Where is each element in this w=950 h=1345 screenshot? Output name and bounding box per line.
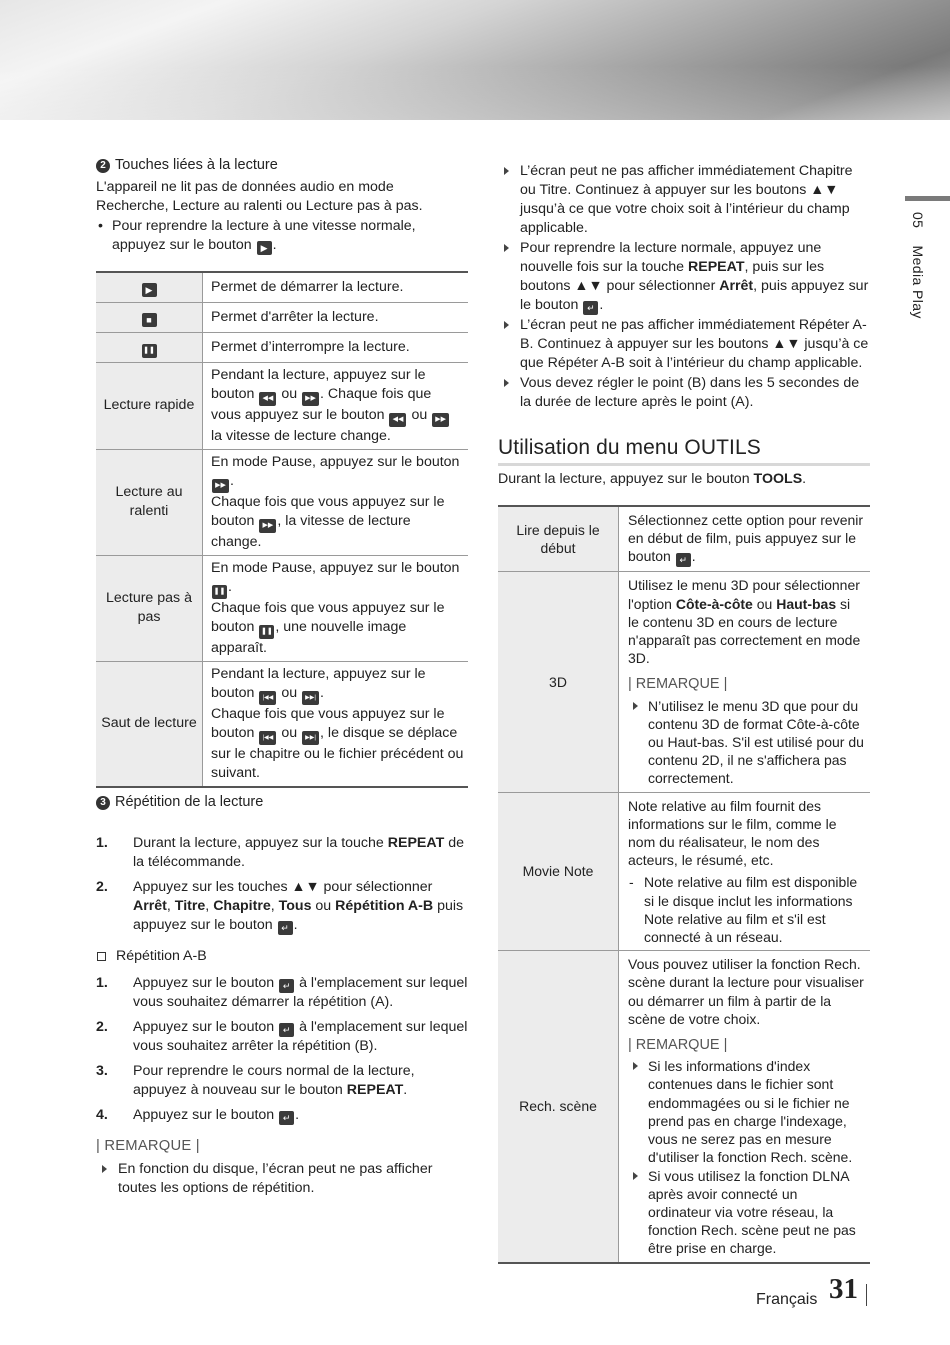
enter-icon: ↵ (278, 921, 293, 935)
section-3-number: 3 (96, 796, 110, 810)
table-row (498, 951, 870, 1263)
pause-icon: ❚❚ (259, 625, 274, 639)
remark-heading: | REMARQUE | (628, 676, 728, 693)
notes-list (498, 162, 870, 412)
play-icon: ▶ (257, 241, 272, 255)
chapter-tab-marker (905, 196, 950, 201)
text: En mode Pause, appuyez sur le bouton (211, 559, 460, 576)
text: puis appuyez sur le bouton (133, 897, 464, 933)
list-item: N’utilisez le menu 3D que pour du contenu 3D de format Côte-à-côte ou Haut-bas. S'il est utilisé pour du contenu 2D, il ne s'affichera pas correctement. (628, 697, 864, 788)
text: , une nouvelle image apparaît. (211, 618, 407, 656)
table-row (96, 332, 468, 362)
fast-forward-icon: ▶▶ (212, 479, 229, 493)
tools-intro: Durant la lecture, appuyez sur le bouton TOOLS. (498, 471, 807, 487)
key-cell: 3D (498, 572, 619, 792)
step-number: 1. (96, 974, 108, 991)
text: ou (756, 595, 773, 612)
step-number: 3. (96, 1062, 108, 1079)
text: Vous pouvez utiliser la fonction Rech. scène durant la lecture pour visualiser ou démarrer un film à partir de la scène de votre choix. (628, 956, 864, 1027)
section-2-title (96, 156, 468, 175)
rewind-icon: ◀◀ (389, 413, 406, 427)
fast-forward-icon: ▶▶ (302, 392, 319, 406)
table-row (96, 302, 468, 332)
step-number: 2. (96, 878, 108, 895)
text: Durant la lecture, appuyez sur la touche (133, 834, 384, 851)
remark-heading: | REMARQUE | (628, 1037, 728, 1054)
step-number: 4. (96, 1106, 108, 1123)
ab-title: Répétition A-B (96, 947, 468, 966)
option-label: Chapitre (213, 897, 271, 914)
repeat-key-label: REPEAT (346, 1081, 404, 1098)
key-cell (96, 332, 203, 362)
text: En mode Pause, appuyez sur le bouton (211, 453, 460, 470)
section-2-intro: L'appareil ne lit pas de données audio en mode Recherche, Lecture au ralenti ou Lecture pas à pas. (96, 179, 423, 214)
section-2-bullet: • Pour reprendre la lecture à une vitesse normale, appuyez sur le bouton ▶ . (96, 217, 468, 255)
section-2-title-text: Touches liées à la lecture (115, 157, 278, 173)
value-cell: Permet d'arrêter la lecture. (203, 302, 469, 332)
text: Durant la lecture, appuyez sur le bouton (498, 471, 750, 487)
list-item: 2. Appuyez sur les touches ▲▼ pour sélectionner Arrêt, Titre, Chapitre, Tous ou Répétition A-B puis appuyez sur le bouton ↵ . (96, 878, 464, 933)
footer-language: Français (756, 1291, 818, 1308)
text: Pour reprendre la lecture normale, appuyez une nouvelle fois sur la touche (520, 240, 822, 275)
enter-icon: ↵ (676, 553, 691, 567)
section-2-number: 2 (96, 159, 110, 173)
text: Chaque fois que vous appuyez sur le bouton (211, 493, 445, 529)
fast-forward-icon: ▶▶ (432, 413, 449, 427)
table-row (96, 449, 468, 555)
text: ou (411, 406, 428, 423)
text: ou (281, 684, 298, 701)
left-column (96, 156, 468, 1199)
chapter-number: 05 (910, 212, 926, 229)
text: Pendant la lecture, appuyez sur le bouton (211, 366, 426, 402)
text: Appuyez sur le bouton (133, 1106, 275, 1123)
list-item: L’écran peut ne pas afficher immédiatement Répéter A-B. Continuez à appuyer sur les boutons ▲▼ jusqu’à ce que Répéter A-B soit à l’intérieur du champ applicable. (498, 316, 870, 373)
value-cell (619, 792, 871, 951)
list-item (96, 1018, 468, 1056)
option-label: Côte-à-côte (675, 595, 753, 612)
ab-steps (96, 974, 468, 1125)
key-cell (96, 272, 203, 302)
list-item: Si vous utilisez la fonction DLNA après avoir connecté un ordinateur via votre réseau, la fonction Rech. scène peut ne pas être prise en charge. (628, 1167, 864, 1258)
text: à l'emplacement sur lequel vous souhaitez démarrer la répétition (A). (133, 974, 468, 1010)
option-label: Haut-bas (776, 595, 837, 612)
text: Sélectionnez cette option pour revenir en début de film, puis appuyez sur le bouton (628, 512, 864, 565)
list-item: Si les informations d'index contenues dans le fichier sont endommagées ou si le fichier ne prend pas en charge l'indexage, vous ne serez pas en mesure d'utiliser la fonction Rech. scène. (628, 1057, 864, 1166)
text: Pendant la lecture, appuyez sur le bouton (211, 665, 426, 701)
text: Appuyez sur le bouton (133, 1018, 275, 1035)
text: à l'emplacement sur lequel vous souhaitez arrêter la répétition (B). (133, 1018, 468, 1054)
pause-icon: ❚❚ (142, 344, 157, 358)
key-cell: Lire depuis le début (498, 506, 619, 572)
key-cell: Rech. scène (498, 951, 619, 1263)
section-3-title-text: Répétition de la lecture (115, 793, 264, 810)
text: Pour reprendre le cours normal de la lecture, appuyez à nouveau sur le bouton (133, 1062, 415, 1098)
controls-table (96, 271, 468, 788)
play-icon: ▶ (142, 283, 157, 297)
page-number: 31 (829, 1273, 858, 1305)
text: . Chaque fois que vous appuyez sur le bouton (211, 385, 432, 423)
option-label: Titre (174, 897, 206, 914)
text: , la vitesse de lecture change. (211, 512, 411, 550)
enter-icon: ↵ (583, 301, 598, 315)
tools-table (498, 505, 870, 1264)
value-cell (619, 572, 871, 792)
skip-back-icon: |◀◀ (259, 691, 276, 705)
option-label: Arrêt (133, 897, 167, 914)
list-item (96, 834, 468, 872)
skip-back-icon: |◀◀ (259, 731, 276, 745)
skip-forward-icon: ▶▶| (302, 691, 319, 705)
table-row (498, 792, 870, 951)
text: ou (281, 385, 298, 402)
skip-forward-icon: ▶▶| (302, 731, 319, 745)
text: Utilisez le menu 3D pour sélectionner l'option (628, 577, 860, 612)
list-item: 4. Appuyez sur le bouton ↵ . (96, 1106, 300, 1123)
text: Appuyez sur le bouton (133, 974, 275, 991)
key-cell (96, 302, 203, 332)
option-label: Arrêt (719, 278, 754, 294)
tools-heading: Utilisation du menu OUTILS (498, 438, 870, 466)
text: Note relative au film fournit des informations sur le film, comme le nom du réalisateur, le nom des acteurs, le résumé, etc. (628, 797, 837, 869)
footer-divider (866, 1284, 867, 1306)
enter-icon: ↵ (279, 1111, 294, 1125)
value-cell: En mode Pause, appuyez sur le bouton ❚❚ . Chaque fois que vous appuyez sur le bouton ❚❚ , une nouvelle image apparaît. (203, 555, 469, 661)
bullet-text: Pour reprendre la lecture à une vitesse normale, appuyez sur le bouton (112, 218, 416, 253)
table-row (96, 272, 468, 302)
enter-icon: ↵ (279, 1023, 294, 1037)
stop-icon: ■ (142, 313, 157, 327)
step-number: 1. (96, 834, 108, 851)
key-cell: Saut de lecture (96, 661, 203, 787)
option-label: Tous (278, 897, 312, 914)
table-row (498, 572, 870, 792)
value-cell: Sélectionnez cette option pour revenir en début de film, puis appuyez sur le bouton ↵ . (619, 506, 871, 572)
repeat-key-label: REPEAT (688, 259, 745, 275)
pause-icon: ❚❚ (212, 585, 227, 599)
repeat-key-label: REPEAT (387, 834, 445, 851)
repeat-steps (96, 834, 468, 935)
text: si le contenu 3D en cours de lecture n'apparaît pas correctement en mode 3D. (628, 595, 861, 667)
key-cell: Movie Note (498, 792, 619, 951)
enter-icon: ↵ (279, 979, 294, 993)
text: , le disque se déplace sur le chapitre ou le fichier précédent ou suivant. (211, 724, 464, 781)
step-number: 2. (96, 1018, 108, 1035)
chapter-label (908, 212, 927, 319)
remark-list (96, 1160, 468, 1198)
value-cell: Permet d’interrompre la lecture. (203, 332, 469, 362)
table-row (96, 362, 468, 449)
table-row (96, 661, 468, 787)
list-item: L’écran peut ne pas afficher immédiatement Chapitre ou Titre. Continuez à appuyer sur les boutons ▲▼ jusqu’à ce que votre choix soit à l’intérieur du champ applicable. (498, 162, 870, 238)
text: , puis appuyez sur le bouton (520, 278, 869, 313)
key-cell: Lecture pas à pas (96, 555, 203, 661)
text: ou (281, 724, 298, 741)
key-cell: Lecture rapide (96, 362, 203, 449)
value-cell: Pendant la lecture, appuyez sur le bouton |◀◀ ou ▶▶| . Chaque fois que vous appuyez sur le bouton |◀◀ ou ▶▶| , le disque se déplace sur le chapitre ou le fichier précédent ou suivant. (203, 661, 469, 787)
text: Chaque fois que vous appuyez sur le bouton (211, 705, 445, 741)
section-3-title (96, 793, 468, 812)
text: Appuyez sur les touches ▲▼ pour sélectionner (133, 878, 433, 895)
text: de la télécommande. (133, 834, 464, 870)
value-cell (619, 951, 871, 1263)
list-item (96, 974, 468, 1012)
list-item: Vous devez régler le point (B) dans les 5 secondes de la durée de lecture après le point (A). (498, 374, 870, 412)
text: ou (315, 897, 332, 914)
list-item: Pour reprendre la lecture normale, appuyez une nouvelle fois sur la touche REPEAT, puis sur les boutons ▲▼ pour sélectionner Arrêt, puis appuyez sur le bouton ↵ . (498, 239, 870, 315)
text: Chaque fois que vous appuyez sur le bouton (211, 599, 445, 635)
option-label: Répétition A-B (335, 897, 434, 914)
key-cell: Lecture au ralenti (96, 449, 203, 555)
header-band (0, 0, 950, 120)
value-cell: En mode Pause, appuyez sur le bouton ▶▶ . Chaque fois que vous appuyez sur le bouton ▶▶ , la vitesse de lecture change. (203, 449, 469, 555)
right-column (498, 162, 870, 1264)
fast-forward-icon: ▶▶ (259, 519, 276, 533)
tools-key-label: TOOLS (753, 471, 803, 487)
table-row (96, 555, 468, 661)
list-item: En fonction du disque, l’écran peut ne pas afficher toutes les options de répétition. (96, 1160, 468, 1198)
rewind-icon: ◀◀ (259, 392, 276, 406)
value-cell: Permet de démarrer la lecture. (203, 272, 469, 302)
text: , puis sur les boutons ▲▼ pour sélectionner (520, 259, 825, 294)
remark-heading: | REMARQUE | (96, 1137, 200, 1154)
list-item: - Note relative au film est disponible si le disque inclut les informations Note relative au film et s'il est connecté à un réseau. (628, 873, 864, 946)
table-row (498, 506, 870, 572)
chapter-title: Media Play (910, 245, 926, 319)
text: la vitesse de lecture change. (211, 427, 391, 444)
list-item: 3. Pour reprendre le cours normal de la lecture, appuyez à nouveau sur le bouton REPEAT. (96, 1062, 415, 1098)
value-cell (203, 362, 469, 449)
